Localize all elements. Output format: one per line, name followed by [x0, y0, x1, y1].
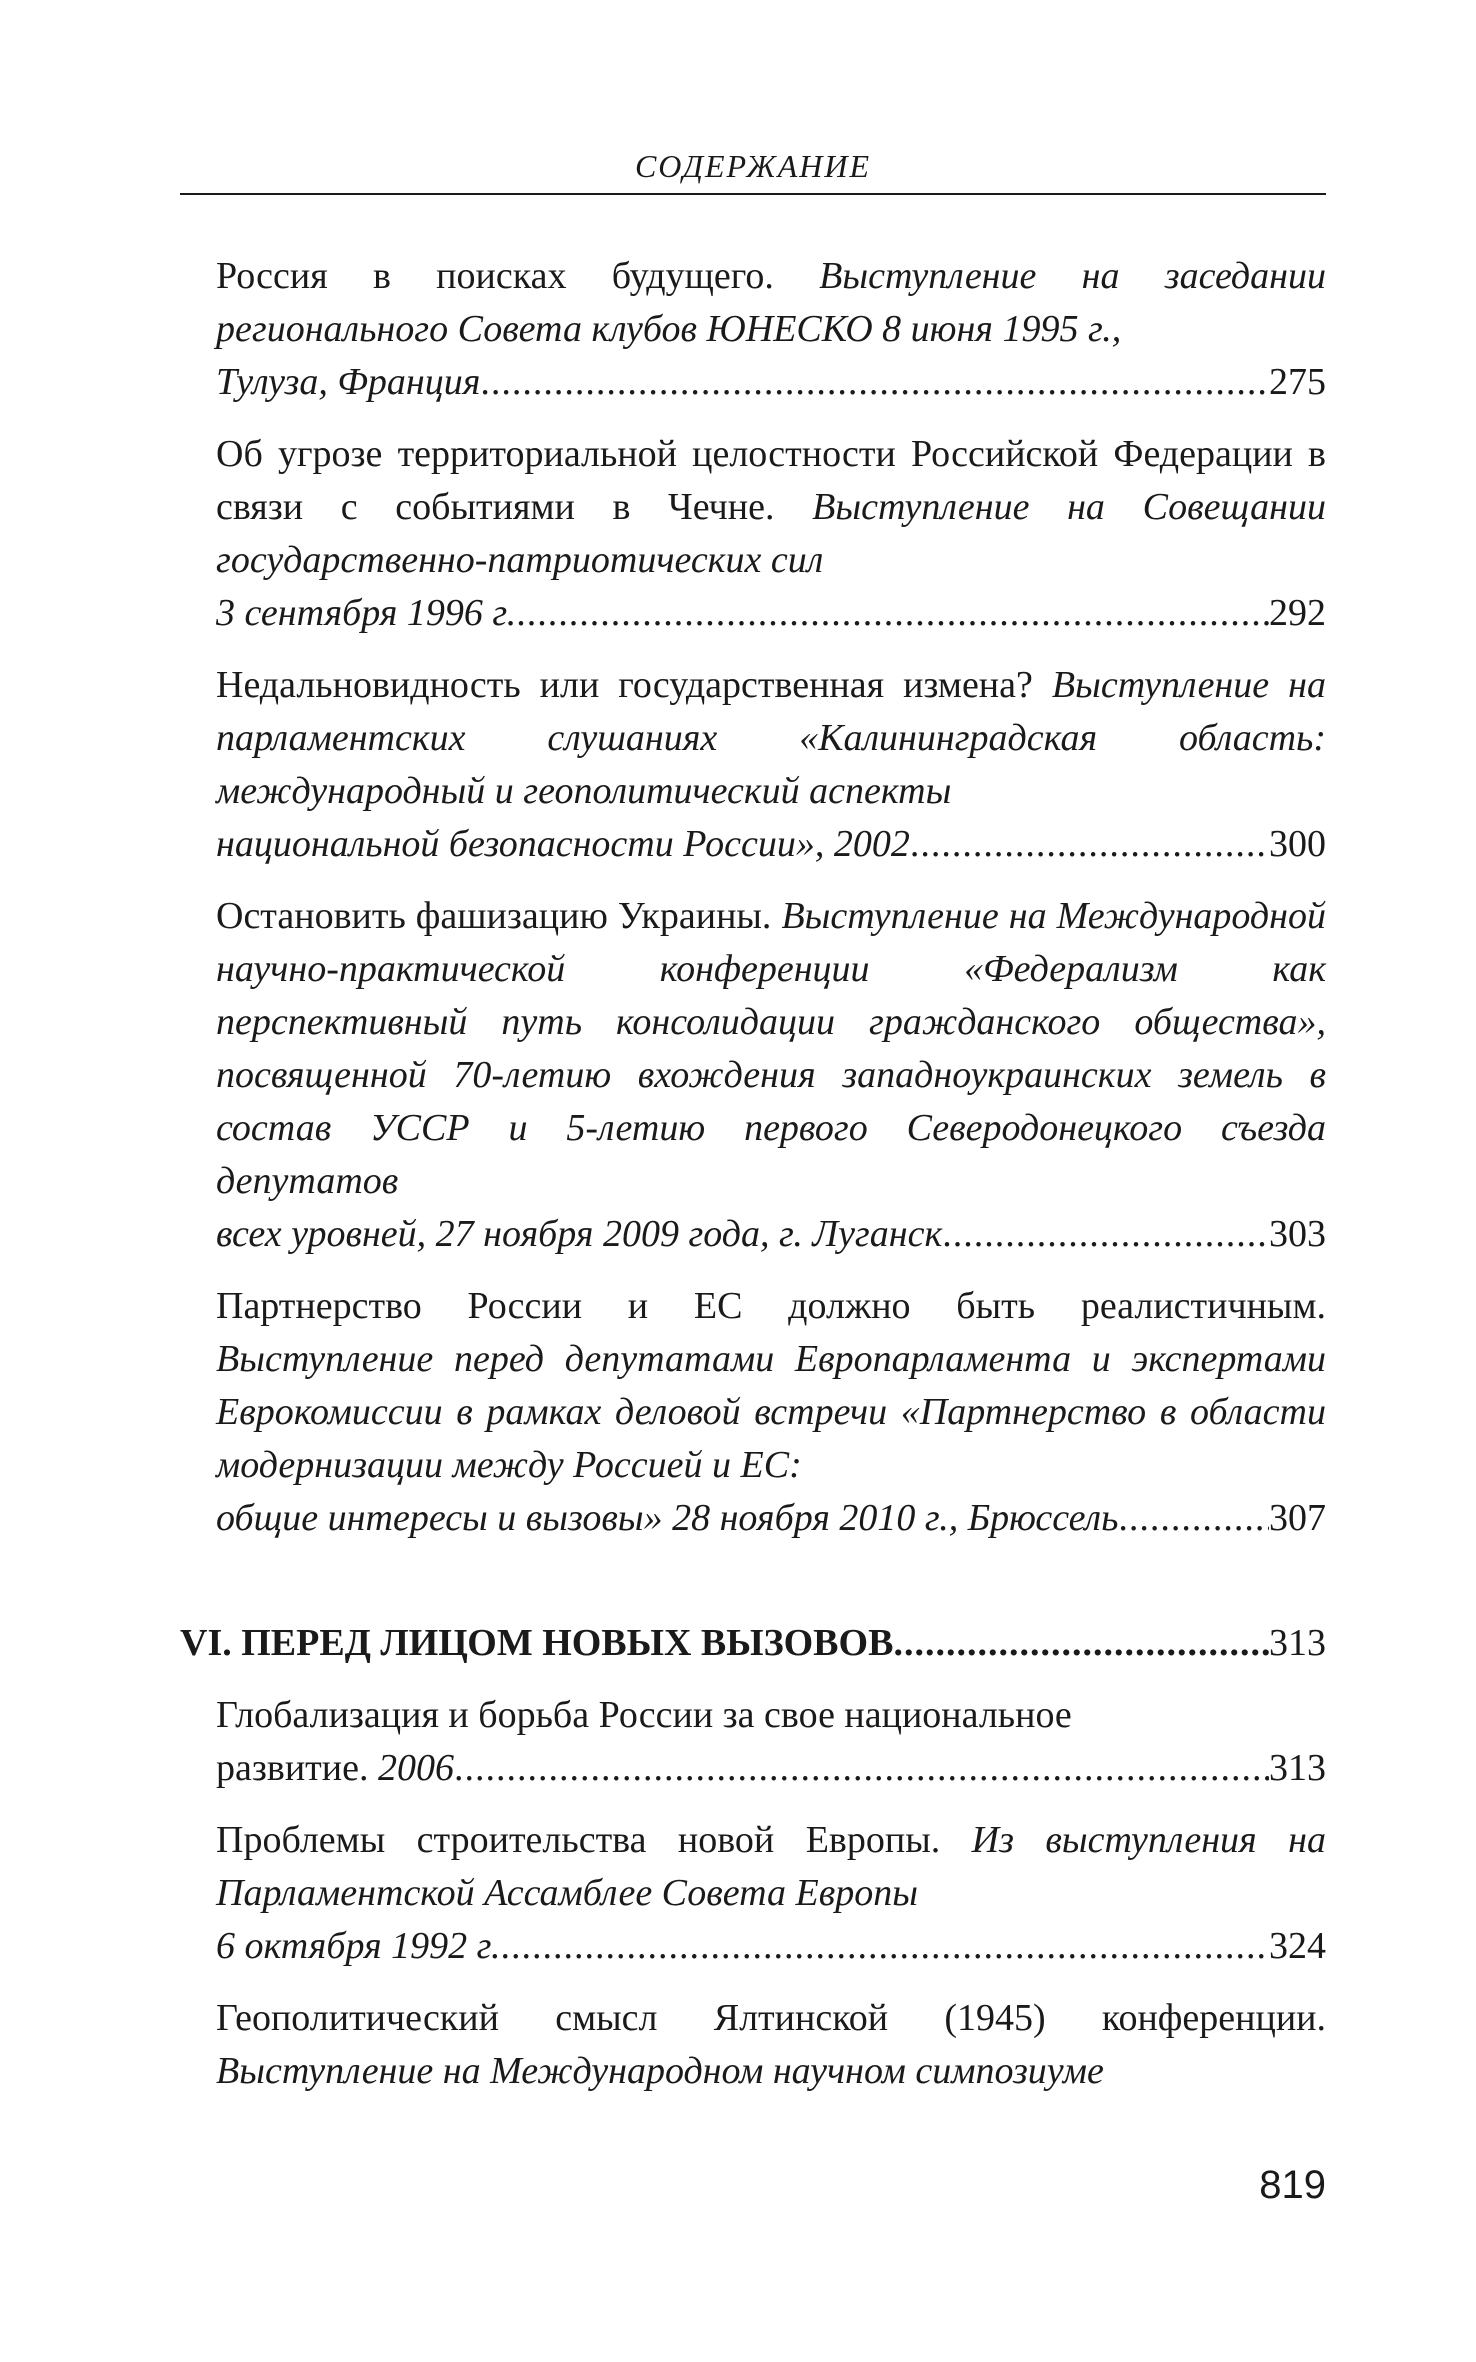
dot-leader — [480, 356, 1269, 409]
section-heading[interactable] — [180, 1617, 1326, 1670]
page-folio: 819 — [1259, 2163, 1326, 2207]
entry-subtitle: Выступление на Международном научном симпозиуме — [216, 2050, 1104, 2092]
entry-subtitle: Выступление на Совещании государственно-патриотических сил — [216, 486, 1327, 581]
table-of-contents — [180, 250, 1326, 2117]
toc-entry[interactable] — [180, 428, 1326, 640]
toc-entry[interactable] — [180, 250, 1326, 409]
toc-entry[interactable] — [180, 890, 1326, 1261]
entry-subtitle: Из выступления на Парламентской Ассамблее Совета Европы — [216, 1819, 1327, 1914]
dot-leader — [454, 1742, 1269, 1795]
dot-leader — [893, 1617, 1269, 1670]
entry-title: Геополитический смысл Ялтинской (1945) конференции. — [216, 1997, 1326, 2039]
page-number: 313 — [1269, 1622, 1326, 1664]
section-title: VI. ПЕРЕД ЛИЦОМ НОВЫХ ВЫЗОВОВ — [180, 1622, 894, 1664]
dot-leader — [942, 1208, 1269, 1261]
entry-title: Недальновидность или государственная измена? — [216, 664, 1033, 706]
entry-subtitle: Выступление перед депутатами Европарламента и экспертами Еврокомиссии в рамках деловой встречи «Партнерство в области модернизации между Россией и ЕС: — [216, 1338, 1326, 1486]
page-number: 275 — [1269, 361, 1326, 403]
page-number: 292 — [1269, 592, 1326, 634]
entry-title-end: развитие. — [216, 1747, 369, 1789]
entry-subtitle-end: общие интересы и вызовы» 28 ноября 2010 г., Брюссель — [216, 1497, 1119, 1539]
entry-title: Остановить фашизацию Украины. — [216, 895, 772, 937]
entry-title: Проблемы строительства новой Европы. — [216, 1819, 941, 1861]
dot-leader — [500, 1920, 1269, 1973]
entry-subtitle: Выступление на Международной научно-практической конференции «Федерализм как перспективный путь консолидации гражданского общества», посвященной 70-летию вхождения западноукраинских земель в состав УССР и 5-летию первого Северодонецкого съезда депутатов — [216, 895, 1326, 1202]
entry-subtitle-end: 2006 — [377, 1747, 454, 1789]
entry-subtitle-end: 3 сентября 1996 г. — [216, 592, 517, 634]
toc-entry[interactable] — [180, 1689, 1326, 1795]
page-number: 303 — [1269, 1213, 1326, 1255]
entry-title: Об угрозе территориальной целостности Российской Федерации в связи с событиями в Чечне. — [216, 433, 1326, 528]
entry-title: Партнерство России и ЕС должно быть реалистичным. — [216, 1285, 1326, 1327]
toc-entry[interactable] — [180, 1280, 1326, 1545]
entry-subtitle-end: Тулуза, Франция — [216, 361, 481, 403]
page-number: 300 — [1269, 823, 1326, 865]
page-number: 307 — [1269, 1497, 1326, 1539]
entry-subtitle-end: 6 октября 1992 г. — [216, 1925, 501, 1967]
running-head: СОДЕРЖАНИЕ — [634, 148, 872, 184]
header-rule — [180, 193, 1326, 195]
toc-entry[interactable] — [180, 1814, 1326, 1973]
toc-entry[interactable] — [180, 659, 1326, 871]
dot-leader — [1118, 1492, 1269, 1545]
dot-leader — [910, 818, 1269, 871]
entry-title: Глобализация и борьба России за свое национальное — [216, 1694, 1072, 1736]
entry-subtitle: Выступление на парламентских слушаниях «Калининградская область: международный и геополитический аспекты — [216, 664, 1326, 812]
page-number: 313 — [1269, 1747, 1326, 1789]
dot-leader — [516, 587, 1269, 640]
entry-title: Россия в поисках будущего. — [216, 255, 774, 297]
toc-entry[interactable] — [180, 1992, 1326, 2098]
entry-subtitle-end: национальной безопасности России», 2002 — [216, 823, 910, 865]
entry-subtitle-end: всех уровней, 27 ноября 2009 года, г. Луганск — [216, 1213, 943, 1255]
entry-subtitle: Выступление на заседании регионального Совета клубов ЮНЕСКО 8 июня 1995 г., — [216, 255, 1326, 350]
page-number: 324 — [1269, 1925, 1326, 1967]
